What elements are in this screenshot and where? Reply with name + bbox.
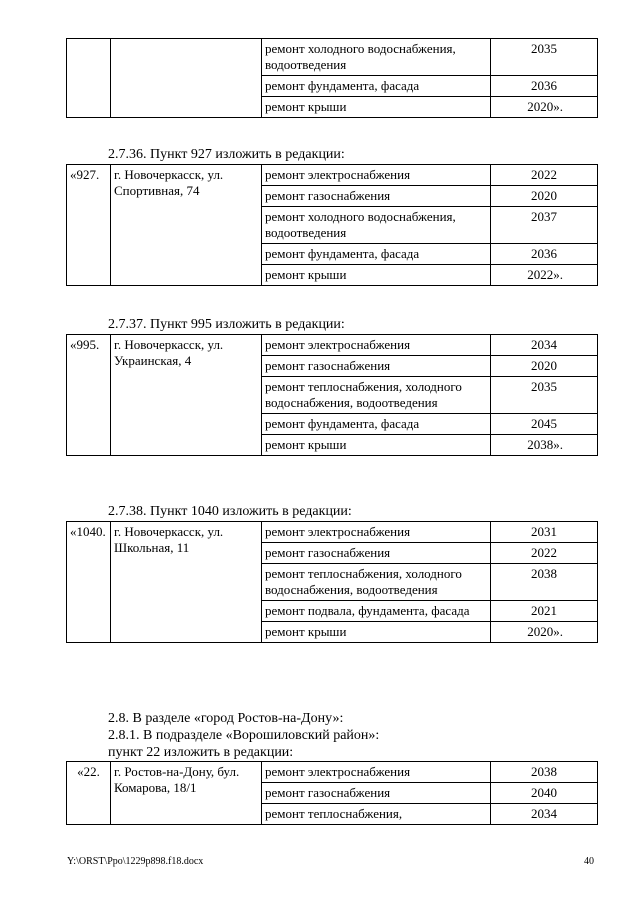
address-cell: г. Новочеркасск, ул. Школьная, 11 [111,522,262,643]
page-number: 40 [584,856,594,867]
work-type-cell: ремонт теплоснабжения, [262,804,491,825]
work-type-cell: ремонт крыши [262,265,491,286]
item-number-cell: «1040. [67,522,111,643]
year-cell: 2020 [491,356,598,377]
address-cell: г. Ростов-на-Дону, бул. Комарова, 18/1 [111,762,262,825]
work-type-cell: ремонт фундамента, фасада [262,76,491,97]
table-row [67,335,598,356]
year-cell: 2045 [491,414,598,435]
work-type-cell: ремонт газоснабжения [262,186,491,207]
address-cell [111,39,262,118]
year-cell: 2037 [491,207,598,244]
year-cell: 2038 [491,762,598,783]
work-type-cell: ремонт газоснабжения [262,543,491,564]
work-type-cell: ремонт холодного водоснабжения, водоотведения [262,39,491,76]
item-number-cell: «995. [67,335,111,456]
work-type-cell: ремонт фундамента, фасада [262,414,491,435]
year-cell: 2022 [491,543,598,564]
item-heading: пункт 22 изложить в редакции: [108,745,294,760]
work-type-cell: ремонт электроснабжения [262,522,491,543]
work-type-cell: ремонт теплоснабжения, холодного водоснабжения, водоотведения [262,377,491,414]
schedule-table-22 [66,761,598,825]
year-cell: 2022 [491,165,598,186]
subsection-heading: 2.8.1. В подразделе «Ворошиловский район»: [108,728,380,743]
schedule-table-927 [66,164,598,286]
work-type-cell: ремонт газоснабжения [262,783,491,804]
year-cell: 2036 [491,76,598,97]
schedule-table-995 [66,334,598,456]
item-number-cell: «927. [67,165,111,286]
item-number-cell: «22. [67,762,111,825]
year-cell: 2022». [491,265,598,286]
year-cell: 2035 [491,39,598,76]
year-cell: 2035 [491,377,598,414]
year-cell: 2020». [491,622,598,643]
schedule-table-1040 [66,521,598,643]
year-cell: 2040 [491,783,598,804]
year-cell: 2038 [491,564,598,601]
year-cell: 2021 [491,601,598,622]
section-heading: 2.7.36. Пункт 927 изложить в редакции: [108,147,345,162]
work-type-cell: ремонт холодного водоснабжения, водоотведения [262,207,491,244]
work-type-cell: ремонт электроснабжения [262,335,491,356]
work-type-cell: ремонт газоснабжения [262,356,491,377]
work-type-cell: ремонт крыши [262,435,491,456]
work-type-cell: ремонт крыши [262,622,491,643]
address-cell: г. Новочеркасск, ул. Украинская, 4 [111,335,262,456]
section-heading: 2.7.38. Пункт 1040 изложить в редакции: [108,504,352,519]
section-heading: 2.8. В разделе «город Ростов-на-Дону»: [108,711,344,726]
work-type-cell: ремонт теплоснабжения, холодного водоснабжения, водоотведения [262,564,491,601]
year-cell: 2034 [491,335,598,356]
year-cell: 2020». [491,97,598,118]
work-type-cell: ремонт фундамента, фасада [262,244,491,265]
year-cell: 2038». [491,435,598,456]
footer-file-path: Y:\ORST\Ppo\1229p898.f18.docx [67,856,204,867]
work-type-cell: ремонт электроснабжения [262,762,491,783]
work-type-cell: ремонт электроснабжения [262,165,491,186]
section-heading: 2.7.37. Пункт 995 изложить в редакции: [108,317,345,332]
year-cell: 2034 [491,804,598,825]
table-row [67,39,598,76]
schedule-table-continuation [66,38,598,118]
work-type-cell: ремонт подвала, фундамента, фасада [262,601,491,622]
work-type-cell: ремонт крыши [262,97,491,118]
table-row [67,165,598,186]
year-cell: 2031 [491,522,598,543]
year-cell: 2036 [491,244,598,265]
year-cell: 2020 [491,186,598,207]
item-number-cell [67,39,111,118]
table-row [67,762,598,783]
address-cell: г. Новочеркасск, ул. Спортивная, 74 [111,165,262,286]
table-row [67,522,598,543]
